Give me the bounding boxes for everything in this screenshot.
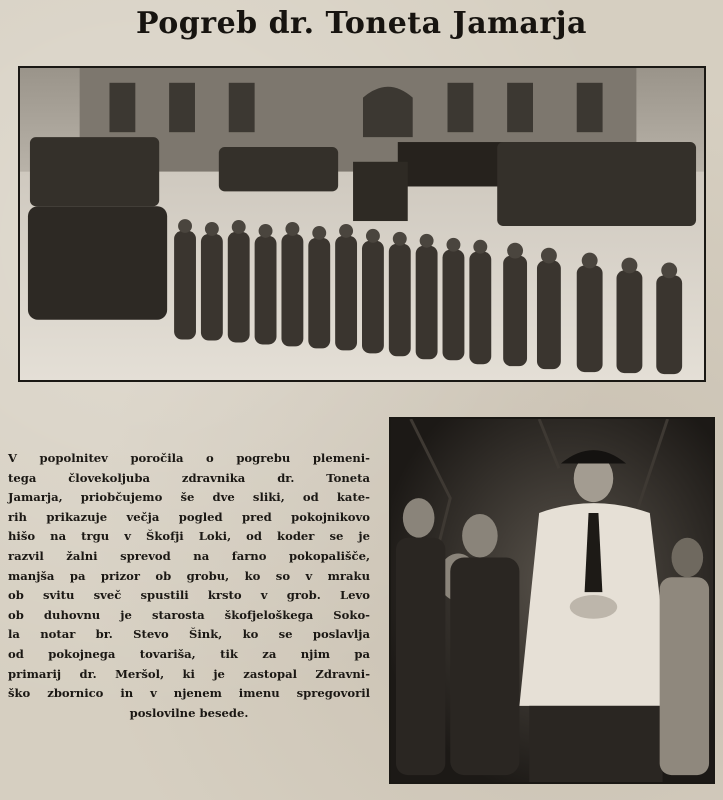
article-caption (8, 449, 370, 723)
caption-line: V popolnitev poročila o pogrebu plemeni- (8, 451, 370, 465)
graveside-illustration (391, 419, 713, 782)
caption-line: rih prikazuje večja pogled pred pokojnikovo (8, 509, 370, 524)
caption-line: primarij dr. Meršol, ki je zastopal Zdravni- (8, 666, 370, 681)
caption-line: hišo na trgu v Škofji Loki, od koder se je (8, 529, 370, 544)
procession-illustration (20, 68, 704, 380)
caption-line: la notar br. Stevo Šink, ko se poslavlja (8, 627, 370, 642)
caption-line: manjša pa prizor ob grobu, ko so v mraku (8, 568, 370, 583)
caption-line: ob duhovnu je starosta škofjeloškega Soko- (8, 607, 370, 622)
caption-line: Jamarja, priobčujemo še dve sliki, od kate- (8, 490, 370, 505)
photo-funeral-procession (18, 66, 706, 382)
headline: Pogreb dr. Toneta Jamarja (136, 6, 587, 41)
caption-line: ob svitu sveč spustili krsto v grob. Levo (8, 588, 370, 603)
caption-line: ško zbornico in v njenem imenu spregovoril (8, 686, 370, 701)
caption-line: razvil žalni sprevod na farno pokopališče, (8, 548, 370, 563)
caption-line: od pokojnega tovariša, tik za njim pa (8, 646, 370, 661)
caption-line: tega človekoljuba zdravnika dr. Toneta (8, 470, 370, 485)
photo-graveside-scene (389, 417, 715, 784)
caption-line: poslovilne besede. (129, 705, 249, 720)
